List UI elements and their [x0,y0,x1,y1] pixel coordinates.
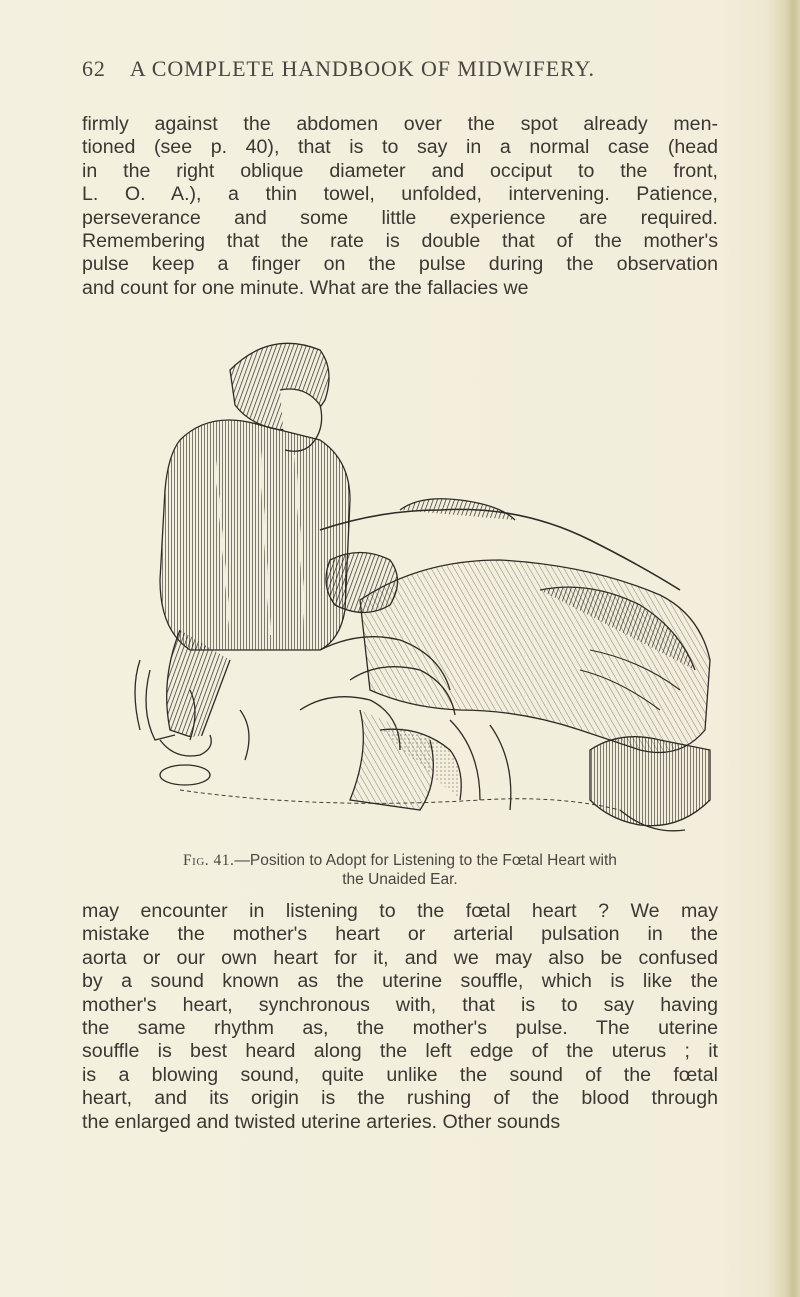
text-line: Remembering that the rate is double that of the mother's [82,230,718,253]
caption-text: —Position to Adopt for Listening to the Fœtal Heart with [234,852,617,869]
listening-position-engraving [120,330,720,840]
text-line: mother's heart, synchronous with, that is to say having [82,993,718,1016]
text-line: pulse keep a finger on the pulse during the observation [82,253,718,276]
page-edge-shadow [786,0,800,1297]
figure-caption [82,851,718,889]
text-line: the enlarged and twisted uterine arteries. Other sounds [82,1110,561,1133]
text-line: the same rhythm as, the mother's pulse. The uterine [82,1017,718,1040]
text-line: by a sound known as the uterine souffle, which is like the [82,970,718,993]
text-line: is a blowing sound, quite unlike the sound of the fœtal [82,1063,718,1086]
text-line: may encounter in listening to the fœtal heart ? We may [82,900,718,922]
text-line: souffle is best heard along the left edge of the uterus ; it [82,1040,718,1063]
caption-line-2: the Unaided Ear. [342,871,458,888]
caption-line-1 [82,851,718,870]
paragraph-bottom [82,900,718,1134]
running-title: A COMPLETE HANDBOOK OF MIDWIFERY. [129,56,595,81]
text-line: firmly against the abdomen over the spot already men- [82,113,718,135]
figure-label: Fig. 41. [183,852,235,869]
text-line: and count for one minute. What are the fallacies we [82,276,529,299]
text-line: L. O. A.), a thin towel, unfolded, intervening. Patience, [82,183,718,206]
page-number: 62 [82,56,106,81]
running-header [82,56,722,82]
paragraph-top [82,113,718,300]
text-line: in the right oblique diameter and occiput to the front, [82,159,718,182]
text-line: mistake the mother's heart or arterial pulsation in the [82,923,718,946]
text-line: heart, and its origin is the rushing of the blood through [82,1087,718,1110]
text-line: tioned (see p. 40), that is to say in a normal case (head [82,136,718,159]
engraving-illustration [120,330,720,840]
text-line: aorta or our own heart for it, and we may also be confused [82,946,718,969]
text-line: perseverance and some little experience are required. [82,206,718,229]
